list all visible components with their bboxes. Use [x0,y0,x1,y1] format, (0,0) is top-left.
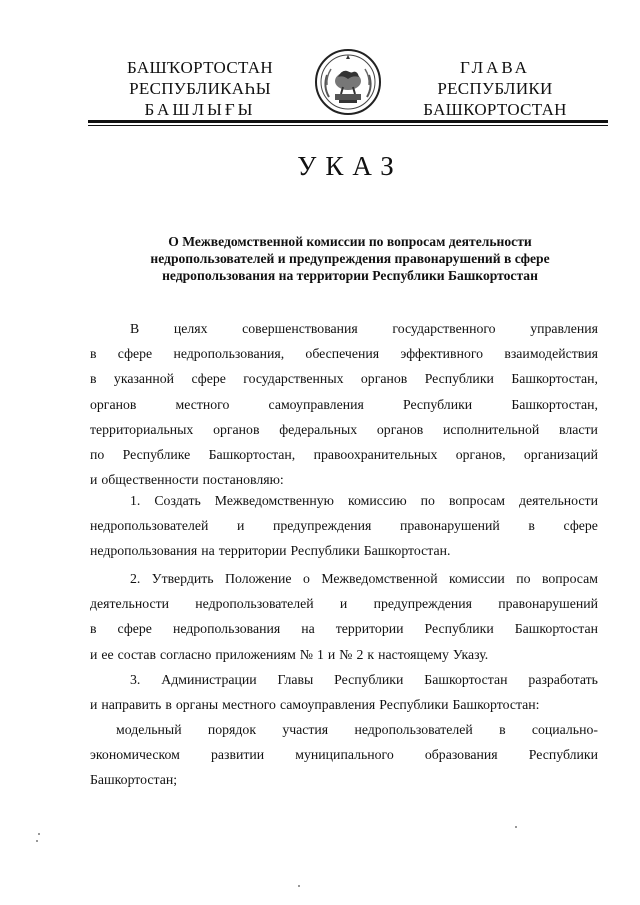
word: Республики [528,747,598,763]
clause-3 [90,667,598,717]
document-title: УКАЗ [297,151,403,181]
text-line [90,513,598,538]
word: и [90,697,98,713]
word: организаций [523,447,598,463]
word: Республики [334,672,404,687]
word: постановляю: [202,472,284,488]
word: 2. [130,571,141,586]
word: деятельности [518,493,598,508]
word: в [528,518,535,534]
word: 2 [356,646,364,662]
word: сфере [191,371,226,387]
word: совершенствования [242,321,358,336]
word: вопросам [541,571,598,586]
word: правонарушений [400,518,500,534]
header-divider-thin [88,125,608,126]
word: органы [175,697,219,713]
text-line [90,616,598,641]
word: № [299,646,313,662]
word: в [165,697,172,713]
word: согласно [159,646,212,662]
text-line [90,717,598,742]
scan-speck [515,826,517,828]
word: территории [218,543,287,559]
word: Утвердить [151,571,214,586]
word: ее [101,646,114,662]
word: муниципального [295,747,394,763]
word: и [236,518,245,534]
scan-speck [298,885,300,887]
word: Администрации [161,672,257,687]
word: общественности [101,472,199,488]
word: Межведомственную [214,493,334,508]
word: местного [175,396,230,412]
word: самоуправления [279,697,376,713]
header-left-block [100,57,300,120]
word: органов [360,371,408,387]
word: по [516,571,531,586]
word: Башкортостан; [90,772,178,788]
text-line [90,417,598,442]
word: разработать [528,672,598,687]
word: в [90,621,97,637]
word: Башкортостан [424,672,508,687]
header-divider-thick [88,120,608,123]
word: территории [335,621,404,637]
header-left-line: БАШҠОРТОСТАН [127,58,273,77]
word: Указу. [452,646,489,662]
scan-speck [38,833,40,835]
word: Главы [277,672,314,687]
word: государственных [243,371,344,387]
word: недропользования [90,543,198,559]
word: 3. [130,672,141,687]
word: экономическом [90,747,180,763]
header-left-line: РЕСПУБЛИКАҺЫ [129,79,271,98]
word: в [499,722,506,737]
word: состав [117,646,156,662]
word: в [90,346,97,362]
word: по [420,493,435,508]
word: правонарушений [498,596,598,612]
word: и [90,472,98,488]
word: самоуправления [268,396,364,412]
text-line [90,667,598,692]
word: № [339,646,353,662]
word: недропользователей [354,722,473,737]
word: к [367,646,375,662]
clause-3-item [90,717,598,793]
word: комиссию [347,493,407,508]
word: органов, [455,447,506,463]
text-line [90,538,598,563]
word: Республике [122,447,191,463]
word: органов [213,421,260,437]
word: 1. [130,493,141,508]
word: по [90,447,105,463]
word: Республики [290,543,360,559]
header-right-line: БАШКОРТОСТАН [423,100,567,119]
word: указанной [113,371,175,387]
header-right-block [395,57,595,120]
header-left-line: БАШЛЫҒЫ [144,100,256,119]
word: Башкортостан, [208,447,296,463]
word: обеспечения [305,346,380,362]
word: 1 [316,646,324,662]
text-line [90,488,598,513]
word: недропользователей [195,596,314,612]
text-line [90,566,598,591]
word: Республики [424,371,494,387]
word: и [339,596,348,612]
word: развитии [210,747,265,763]
word: комиссии [449,571,505,586]
word: Башкортостан, [511,396,598,412]
word: Республики [402,396,473,412]
word: Республики [424,621,494,637]
coat-of-arms-icon [313,47,383,117]
word: недропользования [172,621,281,637]
word: Башкортостан, [511,371,598,387]
word: сфере [563,518,598,534]
word: федеральных [279,421,358,437]
word: на [201,543,215,559]
word: управления [530,321,598,336]
preamble-paragraph [90,316,598,492]
word: Республики [379,697,449,713]
word: Башкортостан [514,621,598,637]
subject-line: О Межведомственной комиссии по вопросам деятельности [168,234,532,249]
word: Башкортостан: [452,697,540,713]
decree-subject [90,233,610,284]
word: сфере [117,346,153,362]
word: недропользования, [173,346,285,362]
word: и [327,646,336,662]
text-line [90,642,598,667]
word: государственного [392,321,496,336]
word: В [130,321,140,336]
header-right-line: РЕСПУБЛИКИ [437,79,553,98]
subject-line: недропользования на территории Республики Башкортостан [162,268,538,283]
word: правоохранительных [313,447,438,463]
word: целях [173,321,208,336]
text-line [90,341,598,366]
word: Башкортостан. [363,543,451,559]
word: Положение [225,571,292,586]
word: сфере [117,621,152,637]
text-line [90,442,598,467]
clause-2 [90,566,598,667]
text-line [90,591,598,616]
word: недропользователей [90,518,209,534]
scan-speck [36,840,38,842]
word: участия [282,722,329,737]
word: местного [222,697,276,713]
word: модельный [116,722,182,737]
word: образования [424,747,498,763]
word: власти [559,421,598,437]
word: Межведомственной [321,571,438,586]
header-right-line: ГЛАВА [460,58,530,77]
clause-1 [90,488,598,564]
word: социально- [531,722,598,737]
word: приложениям [215,646,296,662]
word: предупреждения [273,518,372,534]
word: исполнительной [443,421,540,437]
word: Создать [154,493,201,508]
word: органов [376,421,424,437]
word: настоящему [378,646,449,662]
word: территориальных [90,421,194,437]
word: органов [90,396,137,412]
word: о [302,571,310,586]
word: на [301,621,315,637]
text-line [90,767,598,792]
text-line [90,316,598,341]
word: деятельности [90,596,169,612]
text-line [90,366,598,391]
word: порядок [207,722,257,737]
word: направить [101,697,162,713]
subject-line: недропользователей и предупреждения правонарушений в сфере [150,251,550,266]
text-line [90,392,598,417]
text-line [90,742,598,767]
word: вопросам [448,493,505,508]
word: и [90,646,98,662]
word: взаимодействия [504,346,598,362]
word: в [90,371,97,387]
word: эффективного [400,346,484,362]
word: предупреждения [373,596,472,612]
text-line [90,692,598,717]
